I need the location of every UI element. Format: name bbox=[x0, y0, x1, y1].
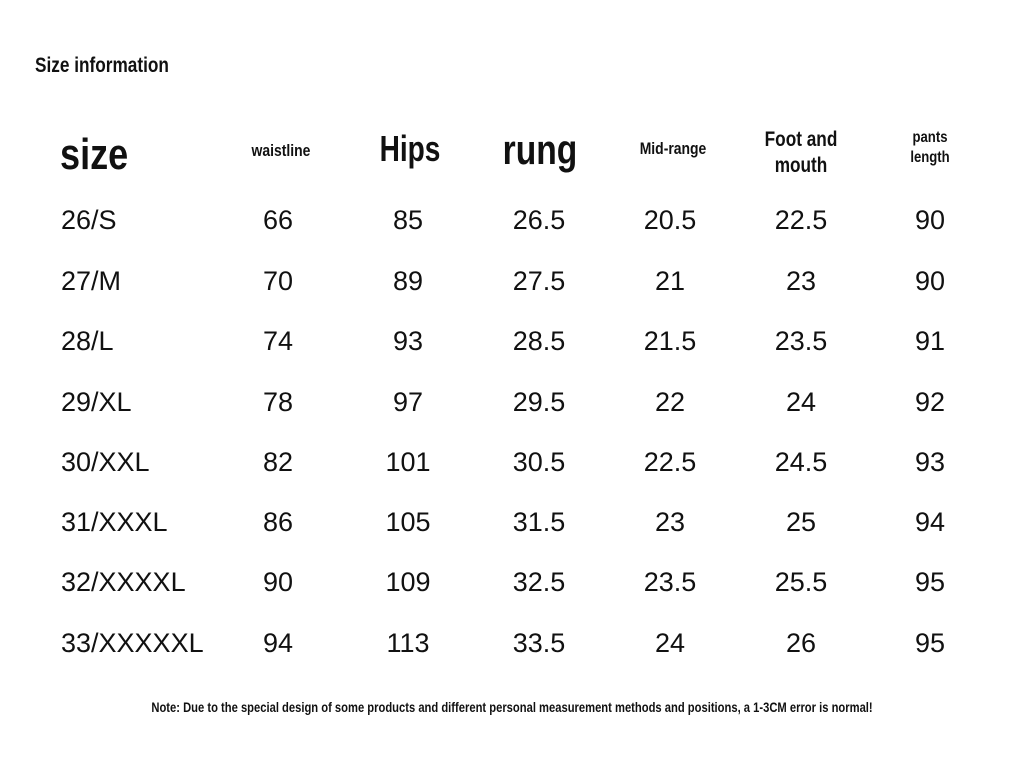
cell-size: 26/S bbox=[61, 205, 117, 235]
cell-foot-mouth: 24.5 bbox=[774, 447, 828, 477]
cell-hips: 101 bbox=[385, 447, 431, 477]
cell-rung: 28.5 bbox=[512, 326, 566, 356]
cell-size: 33/XXXXXL bbox=[61, 628, 204, 658]
cell-hips: 109 bbox=[385, 567, 431, 597]
cell-foot-mouth: 23 bbox=[785, 266, 817, 296]
header-hips: Hips bbox=[379, 128, 441, 169]
cell-foot-mouth: 25.5 bbox=[774, 567, 828, 597]
cell-pants-length: 93 bbox=[914, 447, 946, 477]
cell-hips: 85 bbox=[392, 205, 424, 235]
cell-mid-range: 21 bbox=[654, 266, 686, 296]
cell-waistline: 74 bbox=[262, 326, 294, 356]
header-pants-line1: pants bbox=[912, 129, 948, 146]
cell-foot-mouth: 22.5 bbox=[774, 205, 828, 235]
cell-size: 32/XXXXL bbox=[61, 567, 186, 597]
header-rung: rung bbox=[502, 126, 578, 173]
cell-hips: 89 bbox=[392, 266, 424, 296]
cell-pants-length: 90 bbox=[914, 205, 946, 235]
cell-size: 30/XXL bbox=[61, 447, 150, 477]
header-foot-line2: mouth bbox=[774, 153, 828, 177]
cell-waistline: 82 bbox=[262, 447, 294, 477]
cell-rung: 29.5 bbox=[512, 387, 566, 417]
cell-waistline: 78 bbox=[262, 387, 294, 417]
cell-waistline: 94 bbox=[262, 628, 294, 658]
cell-mid-range: 22.5 bbox=[643, 447, 697, 477]
cell-mid-range: 22 bbox=[654, 387, 686, 417]
cell-waistline: 86 bbox=[262, 507, 294, 537]
cell-mid-range: 23 bbox=[654, 507, 686, 537]
cell-pants-length: 94 bbox=[914, 507, 946, 537]
cell-foot-mouth: 23.5 bbox=[774, 326, 828, 356]
cell-size: 27/M bbox=[61, 266, 122, 296]
cell-foot-mouth: 26 bbox=[785, 628, 817, 658]
cell-foot-mouth: 24 bbox=[785, 387, 817, 417]
cell-hips: 97 bbox=[392, 387, 424, 417]
cell-hips: 105 bbox=[385, 507, 431, 537]
measurement-note: Note: Due to the special design of some products and different personal measurement methods and positions, a 1-3CM error is normal! bbox=[151, 699, 873, 715]
cell-rung: 26.5 bbox=[512, 205, 566, 235]
cell-rung: 31.5 bbox=[512, 507, 566, 537]
cell-hips: 113 bbox=[386, 628, 430, 658]
cell-mid-range: 24 bbox=[654, 628, 686, 658]
cell-rung: 27.5 bbox=[512, 266, 566, 296]
cell-pants-length: 91 bbox=[914, 326, 946, 356]
cell-foot-mouth: 25 bbox=[785, 507, 817, 537]
cell-mid-range: 21.5 bbox=[643, 326, 697, 356]
cell-pants-length: 95 bbox=[914, 567, 946, 597]
header-size: size bbox=[60, 130, 129, 179]
header-foot-mouth bbox=[752, 127, 850, 178]
cell-waistline: 90 bbox=[262, 567, 294, 597]
header-waistline: waistline bbox=[251, 141, 311, 160]
cell-mid-range: 23.5 bbox=[643, 567, 697, 597]
header-mid-range: Mid-range bbox=[639, 139, 707, 158]
cell-size: 29/XL bbox=[61, 387, 132, 417]
cell-mid-range: 20.5 bbox=[643, 205, 697, 235]
cell-pants-length: 92 bbox=[914, 387, 946, 417]
cell-size: 28/L bbox=[61, 326, 114, 356]
cell-hips: 93 bbox=[392, 326, 424, 356]
cell-pants-length: 90 bbox=[914, 266, 946, 296]
header-pants-length bbox=[897, 128, 963, 169]
cell-size: 31/XXXL bbox=[61, 507, 168, 537]
header-pants-line2: length bbox=[910, 149, 950, 167]
cell-rung: 33.5 bbox=[512, 628, 566, 658]
cell-rung: 30.5 bbox=[512, 447, 566, 477]
cell-rung: 32.5 bbox=[512, 567, 566, 597]
cell-waistline: 70 bbox=[262, 266, 294, 296]
cell-pants-length: 95 bbox=[914, 628, 946, 658]
page-title: Size information bbox=[35, 54, 169, 77]
header-foot-line1: Foot and bbox=[764, 128, 838, 151]
cell-waistline: 66 bbox=[262, 205, 294, 235]
